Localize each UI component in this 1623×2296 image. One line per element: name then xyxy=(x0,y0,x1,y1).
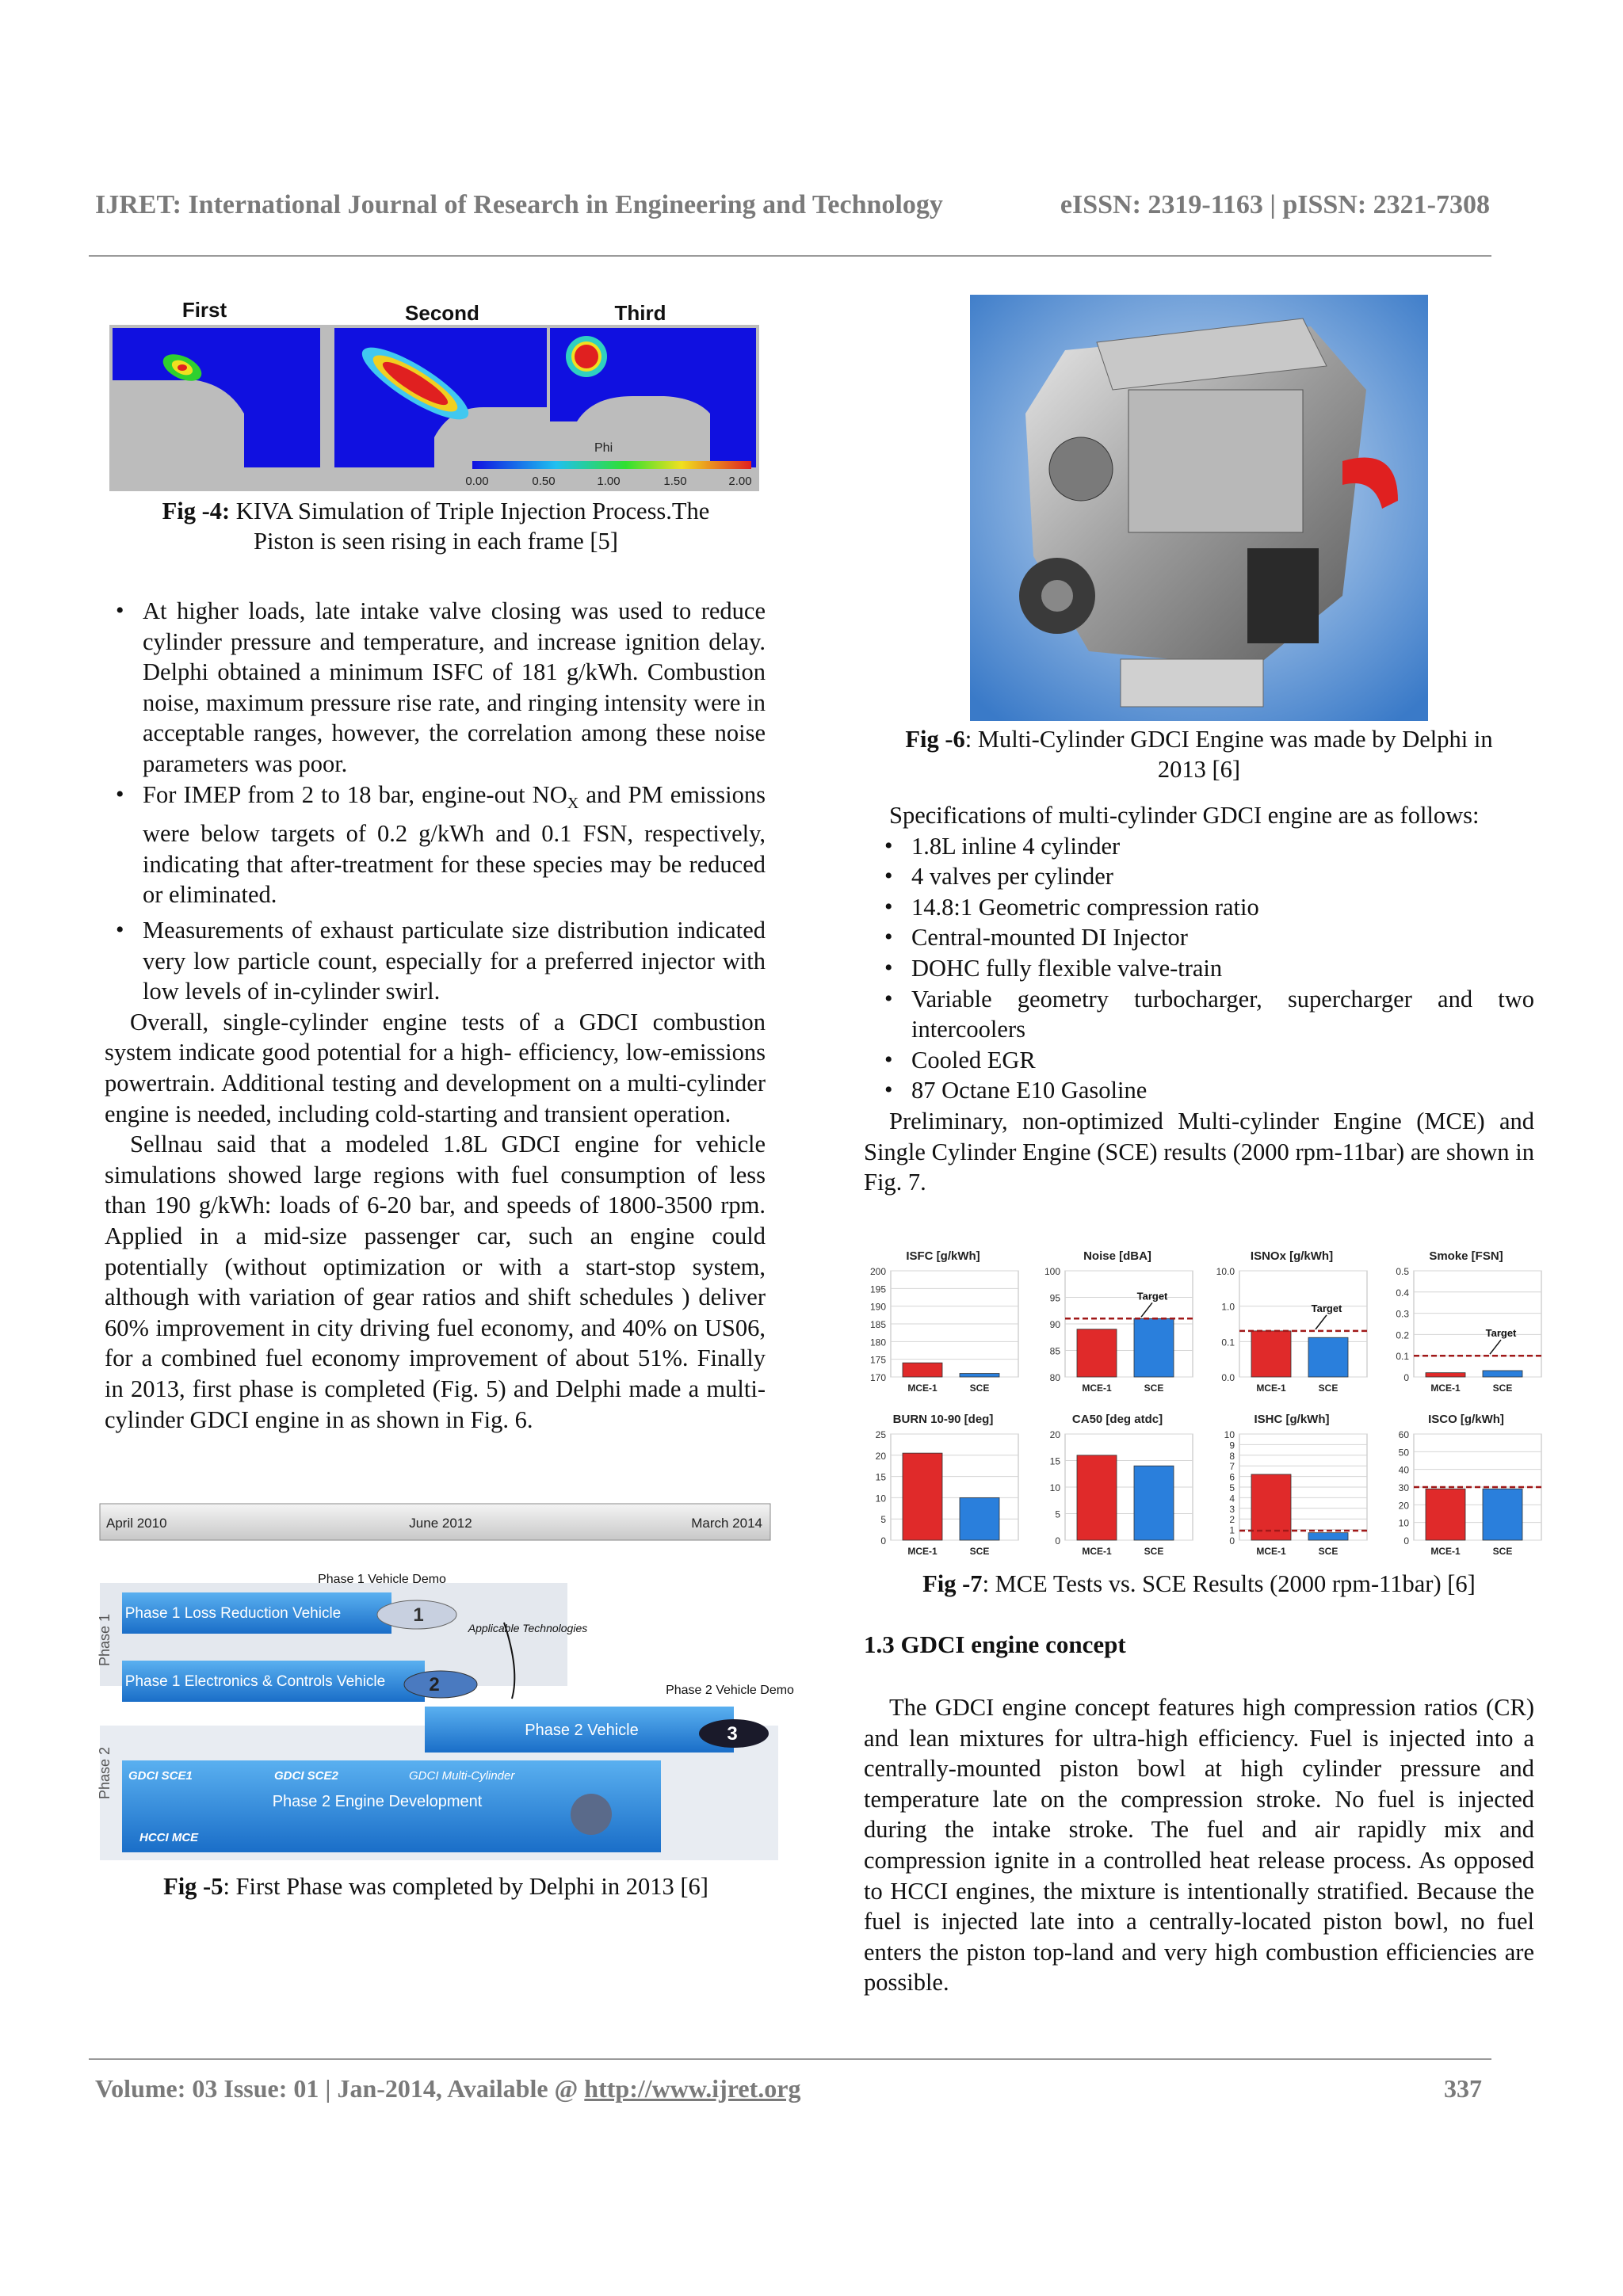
fig7-tick-label: 10 xyxy=(1224,1429,1235,1440)
concept-paragraph: The GDCI engine concept features high compression ratios (CR) and lean mixtures for ultra-high efficiency. Fuel is injected into a centrally-mounted piston bowl at high cylinder pressure and temperature late on the compression stroke. No fuel is injected during the intake stroke. The fuel and air rapidly mix and compression ignite in a controlled heat release process. As opposed to HCCI engines, the mixture is intentionally stratified. Because the fuel is injected late into a centrally-located piston bowl, no fuel enters the piston top-land and very high combustion efficiencies are possible. xyxy=(864,1694,1534,1997)
section-heading: 1.3 GDCI engine concept xyxy=(864,1630,1126,1658)
fig5-timeline-mid: June 2012 xyxy=(409,1516,472,1531)
spec-item: • 87 Octane E10 Gasoline xyxy=(864,1075,1534,1106)
fig5-timeline-end: March 2014 xyxy=(691,1516,762,1531)
spec-item: • Cooled EGR xyxy=(864,1045,1534,1076)
fig7-tick-label: 0 xyxy=(880,1535,886,1547)
fig6-caption-line2: 2013 [6] xyxy=(1157,756,1241,783)
fig5-bar4-label: Phase 2 Engine Development xyxy=(272,1793,483,1810)
fig7-tick-label: 190 xyxy=(869,1301,886,1313)
fig7-tick-label: 20 xyxy=(1049,1429,1060,1440)
fig7-chart-grid xyxy=(856,1244,1553,1567)
nox-sub: X xyxy=(567,794,579,812)
fig7-tick-label: 9 xyxy=(1229,1440,1235,1451)
fig5-sub2: GDCI SCE2 xyxy=(274,1769,338,1783)
fig4-caption-line2: Piston is seen rising in each frame [5] xyxy=(254,528,618,555)
fig5-bar1-label: Phase 1 Loss Reduction Vehicle xyxy=(124,1605,342,1622)
fig4-tick-4: 2.00 xyxy=(728,475,752,488)
fig5-num3: 3 xyxy=(727,1723,738,1745)
fig7-bar xyxy=(1077,1455,1117,1540)
fig6-engine-photo xyxy=(970,295,1428,721)
fig4-tick-3: 1.50 xyxy=(663,475,687,488)
fig7-category-label: SCE xyxy=(1144,1383,1164,1394)
fig7-tick-label: 8 xyxy=(1229,1450,1235,1462)
fig5-phase1-demo: Phase 1 Vehicle Demo xyxy=(318,1573,446,1586)
fig6-caption xyxy=(862,724,1536,784)
fig4-tick-0: 0.00 xyxy=(465,475,489,488)
fig7-tick-label: 5 xyxy=(1229,1482,1235,1493)
fig7-bar xyxy=(1426,1373,1465,1377)
fig7-chart-title: ISCO [g/kWh] xyxy=(1428,1413,1504,1426)
fig7-chart-title: Noise [dBA] xyxy=(1083,1249,1151,1263)
fig7-tick-label: 20 xyxy=(875,1450,886,1462)
fig7-category-label: SCE xyxy=(1144,1546,1164,1557)
fig7-caption-label: Fig -7 xyxy=(922,1570,983,1597)
nox-post: and PM emissions were below targets of 0.2 g/kWh and 0.1 FSN, respectively, indicating that after-treatment for these species may be reduced or eliminated. xyxy=(143,780,766,909)
fig7-tick-label: 3 xyxy=(1229,1503,1235,1515)
bullet-particulate: • Measurements of exhaust particulate size distribution indicated very low particle count, especially for a preferred injector with low levels of in-cylinder swirl. xyxy=(105,915,766,1007)
fig7-tick-label: 0.1 xyxy=(1221,1337,1235,1348)
fig7-tick-label: 0.2 xyxy=(1396,1329,1409,1341)
fig7-category-label: SCE xyxy=(1318,1383,1338,1394)
fig7-tick-label: 30 xyxy=(1398,1482,1409,1493)
fig7-bar xyxy=(1308,1337,1348,1377)
fig7-category-label: MCE-1 xyxy=(1430,1546,1461,1557)
fig7-chart-title: ISHC [g/kWh] xyxy=(1254,1413,1330,1426)
fig7-tick-label: 20 xyxy=(1398,1500,1409,1512)
fig7-bar xyxy=(1483,1489,1522,1540)
fig7-tick-label: 90 xyxy=(1049,1319,1060,1330)
fig7-plot-area xyxy=(1414,1271,1541,1377)
fig4-colorbar-label: Phi xyxy=(594,441,613,455)
fig7-category-label: MCE-1 xyxy=(1256,1383,1286,1394)
fig7-target-label: Target xyxy=(1311,1302,1342,1314)
fig7-category-label: SCE xyxy=(969,1383,990,1394)
fig7-category-label: SCE xyxy=(1492,1546,1513,1557)
fig7-category-label: MCE-1 xyxy=(1256,1546,1286,1557)
fig7-category-label: SCE xyxy=(1318,1546,1338,1557)
fig7-tick-label: 95 xyxy=(1049,1292,1060,1304)
bullet-late-ivc: • At higher loads, late intake valve closing was used to reduce cylinder pressure and temperature, and increase ignition delay. Delphi obtained a minimum ISFC of 181 g/kWh. Combustion noise, maximum pressure rise rate, and ringing intensity were in acceptable ranges, however, the correlation among these noise parameters was poor. xyxy=(105,596,766,780)
fig7-tick-label: 200 xyxy=(869,1266,886,1277)
fig7-tick-label: 0.4 xyxy=(1396,1287,1409,1299)
fig7-bar xyxy=(960,1497,999,1540)
fig7-tick-label: 0.1 xyxy=(1396,1351,1409,1363)
fig7-tick-label: 15 xyxy=(875,1471,886,1483)
fig7-target-label: Target xyxy=(1136,1290,1168,1302)
footer-rule xyxy=(89,2058,1491,2060)
spec-item: • Central-mounted DI Injector xyxy=(864,922,1534,953)
fig7-tick-label: 195 xyxy=(869,1283,886,1295)
fig4-panel-second: Second xyxy=(405,301,479,325)
fig7-tick-label: 1.0 xyxy=(1221,1301,1235,1313)
header-rule xyxy=(89,255,1491,257)
concept-text xyxy=(864,1692,1534,1998)
right-column-text xyxy=(864,800,1534,1198)
fig7-bar xyxy=(903,1453,942,1540)
fig7-tick-label: 5 xyxy=(880,1514,886,1526)
fig5-phase1-label: Phase 1 xyxy=(97,1613,113,1667)
fig7-chart-title: Smoke [FSN] xyxy=(1429,1249,1503,1263)
fig7-tick-label: 100 xyxy=(1044,1266,1060,1277)
fig7-chart-title: ISFC [g/kWh] xyxy=(906,1249,980,1263)
fig7-bar xyxy=(1483,1371,1522,1377)
fig7-tick-label: 0 xyxy=(1229,1535,1235,1547)
fig7-tick-label: 40 xyxy=(1398,1464,1409,1476)
spec-item: • 1.8L inline 4 cylinder xyxy=(864,831,1534,862)
fig5-bar3-label: Phase 2 Vehicle xyxy=(525,1722,639,1739)
fig7-tick-label: 185 xyxy=(869,1319,886,1330)
fig7-tick-label: 85 xyxy=(1049,1345,1060,1357)
fig5-caption xyxy=(95,1871,777,1901)
fig4-panel-first: First xyxy=(181,298,227,322)
fig7-bar xyxy=(960,1374,999,1377)
journal-title: IJRET: International Journal of Research in Engineering and Technology xyxy=(95,190,943,219)
fig4-caption xyxy=(95,496,777,556)
fig7-tick-label: 10 xyxy=(1398,1517,1409,1529)
fig7-category-label: SCE xyxy=(969,1546,990,1557)
page-footer xyxy=(95,2074,1490,2103)
fig5-num2: 2 xyxy=(429,1674,440,1695)
fig5-caption-label: Fig -5 xyxy=(163,1873,223,1900)
fig7-chart-title: BURN 10-90 [deg] xyxy=(892,1413,994,1426)
fig7-tick-label: 2 xyxy=(1229,1514,1235,1526)
fig7-tick-label: 10.0 xyxy=(1216,1266,1235,1277)
fig4-tick-2: 1.00 xyxy=(597,475,621,488)
fig5-sub3: GDCI Multi-Cylinder xyxy=(409,1769,515,1783)
fig7-tick-label: 10 xyxy=(875,1493,886,1505)
fig7-tick-label: 175 xyxy=(869,1354,886,1366)
fig7-chart-title: ISNOx [g/kWh] xyxy=(1250,1249,1334,1263)
fig7-tick-label: 4 xyxy=(1229,1493,1235,1505)
fig7-tick-label: 60 xyxy=(1398,1429,1409,1440)
fig7-tick-label: 0 xyxy=(1403,1372,1409,1383)
fig7-bar xyxy=(1134,1318,1174,1377)
spec-list xyxy=(864,831,1534,1106)
fig5-applicable: Applicable Technologies xyxy=(468,1622,588,1634)
fig7-tick-label: 0 xyxy=(1055,1535,1060,1547)
fig5-timeline-start: April 2010 xyxy=(106,1516,167,1531)
fig7-tick-label: 0.0 xyxy=(1221,1372,1235,1383)
fig5-sub1: GDCI SCE1 xyxy=(128,1769,193,1783)
fig5-sub4: HCCI MCE xyxy=(139,1831,199,1844)
fig7-tick-label: 80 xyxy=(1049,1372,1060,1383)
fig4-tick-1: 0.50 xyxy=(532,475,556,488)
fig7-category-label: MCE-1 xyxy=(907,1546,938,1557)
footer-volume: Volume: 03 Issue: 01 | Jan-2014, Available @ xyxy=(95,2074,585,2103)
fig7-tick-label: 50 xyxy=(1398,1447,1409,1459)
fig7-tick-label: 0 xyxy=(1403,1535,1409,1547)
fig5-image xyxy=(97,1504,794,1875)
nox-pre: For IMEP from 2 to 18 bar, engine-out NO xyxy=(143,780,567,808)
fig7-tick-label: 180 xyxy=(869,1337,886,1348)
bullet-nox-pm xyxy=(105,780,766,910)
fig4-caption-label: Fig -4: xyxy=(162,498,231,524)
fig7-category-label: MCE-1 xyxy=(1082,1383,1112,1394)
fig7-category-label: MCE-1 xyxy=(1082,1546,1112,1557)
fig7-tick-label: 5 xyxy=(1055,1508,1060,1520)
running-header xyxy=(95,190,1490,220)
fig7-tick-label: 15 xyxy=(1049,1455,1060,1467)
fig5-phase2-label: Phase 2 xyxy=(97,1746,113,1800)
fig7-tick-label: 1 xyxy=(1229,1524,1235,1536)
footer-link[interactable]: http://www.ijret.org xyxy=(584,2074,801,2103)
issn: eISSN: 2319-1163 | pISSN: 2321-7308 xyxy=(1060,190,1490,219)
fig7-caption xyxy=(864,1569,1534,1599)
para-overall: Overall, single-cylinder engine tests of a GDCI combustion system indicate good potential for a high- efficiency, low-emissions powertrain. Additional testing and development on a multi-cylinder engine is needed, including cold-starting and transient operation. xyxy=(105,1008,766,1127)
fig4-caption-line1: KIVA Simulation of Triple Injection Process.The xyxy=(230,498,710,524)
fig4-panel-third: Third xyxy=(614,301,666,325)
fig7-category-label: MCE-1 xyxy=(1430,1383,1461,1394)
fig7-category-label: SCE xyxy=(1492,1383,1513,1394)
fig7-tick-label: 170 xyxy=(869,1372,886,1383)
fig7-bar xyxy=(1134,1466,1174,1540)
left-column-text xyxy=(105,596,766,1435)
fig7-target-label: Target xyxy=(1485,1327,1517,1340)
fig7-chart-title: CA50 [deg atdc] xyxy=(1071,1413,1163,1426)
fig5-num1: 1 xyxy=(413,1604,424,1626)
fig5-phase2-demo: Phase 2 Vehicle Demo xyxy=(666,1684,794,1697)
fig5-bar2-label: Phase 1 Electronics & Controls Vehicle xyxy=(124,1673,386,1690)
spec-item: • 4 valves per cylinder xyxy=(864,861,1534,892)
fig5-caption-text: : First Phase was completed by Delphi in 2013 [6] xyxy=(223,1873,708,1900)
spec-item: • DOHC fully flexible valve-train xyxy=(864,953,1534,984)
spec-item: • Variable geometry turbocharger, supercharger and two intercoolers xyxy=(864,984,1534,1045)
result-bullets xyxy=(105,596,766,1007)
fig7-bar xyxy=(1426,1489,1465,1540)
fig4-image xyxy=(109,295,759,491)
fig7-tick-label: 25 xyxy=(875,1429,886,1440)
fig6-caption-label: Fig -6 xyxy=(905,726,965,753)
fig7-tick-label: 0.3 xyxy=(1396,1308,1409,1320)
fig7-bar xyxy=(903,1363,942,1377)
fig6-caption-line1: : Multi-Cylinder GDCI Engine was made by Delphi in xyxy=(964,726,1493,753)
para-sellnau: Sellnau said that a modeled 1.8L GDCI engine for vehicle simulations showed large regions with fuel consumption of less than 190 g/kWh: loads of 6-20 bar, and speeds of 1800-3500 rpm. Applied in a mid-size passenger car, such an engine could potentially (without optimization or with a start-stop system, although with variation of gear ratios and shift schedules ) deliver 60% improvement in city driving fuel economy, and 40% on US06, for a combined fuel economy improvement of about 51%. Finally in 2013, first phase is completed (Fig. 5) and Delphi made a multi-cylinder GDCI engine in as shown in Fig. 6. xyxy=(105,1131,766,1433)
page-number: 337 xyxy=(1444,2074,1482,2103)
fig7-bar xyxy=(1251,1331,1291,1377)
fig7-tick-label: 10 xyxy=(1049,1482,1060,1493)
spec-intro: Specifications of multi-cylinder GDCI engine are as follows: xyxy=(889,802,1480,829)
fig7-tick-label: 0.5 xyxy=(1396,1266,1409,1277)
fig7-bar xyxy=(1077,1329,1117,1377)
spec-item: • 14.8:1 Geometric compression ratio xyxy=(864,892,1534,923)
fig7-caption-text: : MCE Tests vs. SCE Results (2000 rpm-11bar) [6] xyxy=(982,1570,1476,1597)
prelim-paragraph: Preliminary, non-optimized Multi-cylinder Engine (MCE) and Single Cylinder Engine (SCE) results (2000 rpm-11bar) are shown in Fig. 7. xyxy=(864,1107,1534,1196)
fig7-tick-label: 6 xyxy=(1229,1471,1235,1483)
fig7-category-label: MCE-1 xyxy=(907,1383,938,1394)
fig7-bar xyxy=(1308,1533,1348,1540)
fig7-tick-label: 7 xyxy=(1229,1461,1235,1473)
